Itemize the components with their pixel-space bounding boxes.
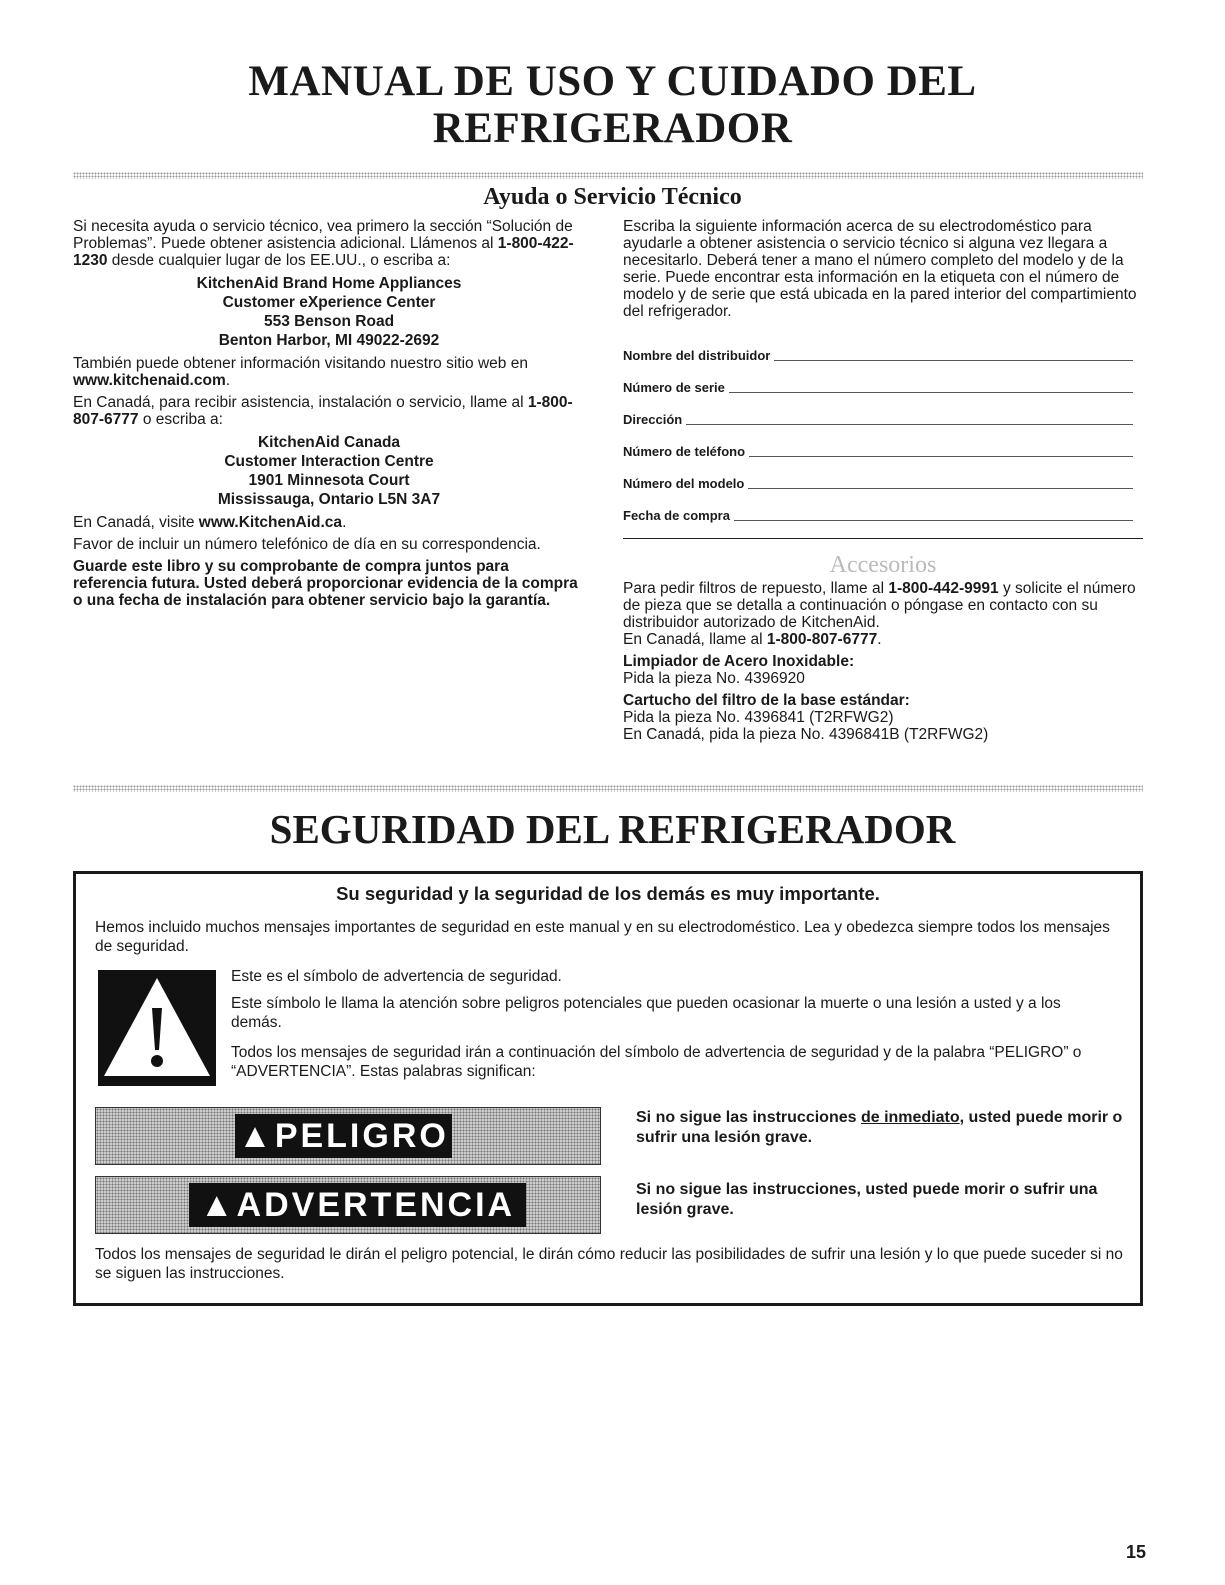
us-address: KitchenAid Brand Home Appliances Customer eXperience Center 553 Benson Road Benton Harbor, MI 49022-2692 [196,275,462,349]
safety-title: SEGURIDAD DEL REFRIGERADOR [269,806,956,852]
warning-label: ▲ADVERTENCIA [189,1183,526,1227]
field-purchase-date[interactable]: Fecha de compra [623,492,1133,524]
canada-phone: 1-800-807-6777 [73,394,573,428]
field-phone[interactable]: Número de teléfono [623,428,1133,460]
page-title [0,58,1225,152]
item2-canada: En Canadá, pida la pieza No. 4396841B (T2RFWG2) [623,726,989,743]
symbol-text-1: Este es el símbolo de advertencia de seguridad. [231,968,562,985]
item1-title: Limpiador de Acero Inoxidable: [623,653,855,670]
accessories-divider [623,538,1143,539]
page-number: 15 [1125,1542,1146,1562]
web-paragraph: También puede obtener información visitando nuestro sitio web en www.kitchenaid.com. [73,355,528,389]
canada-address: KitchenAid Canada Customer Interaction Centre 1901 Minnesota Court Mississauga, Ontario L5N 3A7 [217,434,441,508]
info-intro: Escriba la siguiente información acerca de su electrodoméstico para ayudarle a obtener asistencia o servicio técnico si alguna vez llegara a necesitarlo. Deberá tener a mano el número completo del modelo y de la serie. Puede encontrar esta información en la etiqueta con el número de modelo y de serie que está ubicada en la pared interior del compartimiento del refrigerador. [623,218,1137,320]
accessories-intro: Para pedir filtros de repuesto, llame al 1-800-442-9991 y solicite el número de pieza que se detalla a continuación o póngase en contacto con su distribuidor autorizado de KitchenAid. [623,580,1136,631]
us-phone: 1-800-422-1230 [73,235,574,269]
website-link[interactable]: www.kitchenaid.com [73,372,226,389]
canada-website-link[interactable]: www.KitchenAid.ca [198,514,343,531]
field-distributor[interactable]: Nombre del distribuidor [623,332,1133,364]
dotted-divider-middle [73,785,1143,792]
dotted-divider-top [73,172,1143,179]
phone-note: Favor de incluir un número telefónico de día en su correspondencia. [73,536,541,553]
item2-part: Pida la pieza No. 4396841 (T2RFWG2) [623,709,894,726]
warning-banner [95,1176,601,1234]
danger-banner [95,1107,601,1165]
safety-intro: Hemos incluido muchos mensajes importantes de seguridad en este manual y en su electrodoméstico. Lea y obedezca siempre todos los mensajes de seguridad. [95,919,1110,955]
warranty-note: Guarde este libro y su comprobante de compra juntos para referencia futura. Usted deberá proporcionar evidencia de la compra o una fecha de instalación para obtener servicio bajo la garantía. [73,558,578,609]
warning-description: Si no sigue las instrucciones, usted puede morir o sufrir una lesión grave. [636,1181,1098,1218]
symbol-text-3: Todos los mensajes de seguridad irán a continuación del símbolo de advertencia de seguridad y de la palabra “PELIGRO” o “ADVERTENCIA”. Estas palabras significan: [231,1044,1082,1080]
danger-description: Si no sigue las instrucciones de inmediato, usted puede morir o sufrir una lesión grave. [636,1109,1123,1146]
item1-part: Pida la pieza No. 4396920 [623,670,805,687]
help-intro: Si necesita ayuda o servicio técnico, vea primero la sección “Solución de Problemas”. Puede obtener asistencia adicional. Llámenos al 1-800-422-1230 desde cualquier lugar de los EE.UU., o escriba a: [73,218,574,269]
field-model[interactable]: Número del modelo [623,460,1133,492]
filters-phone: 1-800-442-9991 [888,580,999,597]
help-right-column [623,218,1143,743]
info-fields [623,332,1133,524]
danger-label: ▲PELIGRO [235,1114,452,1158]
help-heading: Ayuda o Servicio Técnico [483,184,742,210]
accessories-canada: En Canadá, llame al 1-800-807-6777. [623,631,882,648]
safety-closing: Todos los mensajes de seguridad le dirán el peligro potencial, le dirán cómo reducir las posibilidades de sufrir una lesión y lo que puede suceder si no se siguen las instrucciones. [95,1246,1123,1282]
accessories-heading: Accesorios [829,552,937,578]
accessories-canada-phone: 1-800-807-6777 [766,631,878,648]
item2-title: Cartucho del filtro de la base estándar: [623,692,910,709]
symbol-text-2: Este símbolo le llama la atención sobre peligros potenciales que pueden ocasionar la muerte o una lesión a usted y a los demás. [231,995,1061,1031]
safety-box-heading: Su seguridad y la seguridad de los demás es muy importante. [336,883,880,904]
canada-paragraph: En Canadá, para recibir asistencia, instalación o servicio, llame al 1-800-807-6777 o escriba a: [73,394,573,428]
warning-triangle-icon [98,970,216,1086]
title-line-2: REFRIGERADOR [432,105,793,152]
title-line-1: MANUAL DE USO Y CUIDADO DEL [248,58,977,105]
canada-web-paragraph: En Canadá, visite www.KitchenAid.ca. [73,514,347,531]
safety-box [73,871,1143,1306]
field-address[interactable]: Dirección [623,396,1133,428]
help-left-column [73,218,585,614]
field-serial[interactable]: Número de serie [623,364,1133,396]
